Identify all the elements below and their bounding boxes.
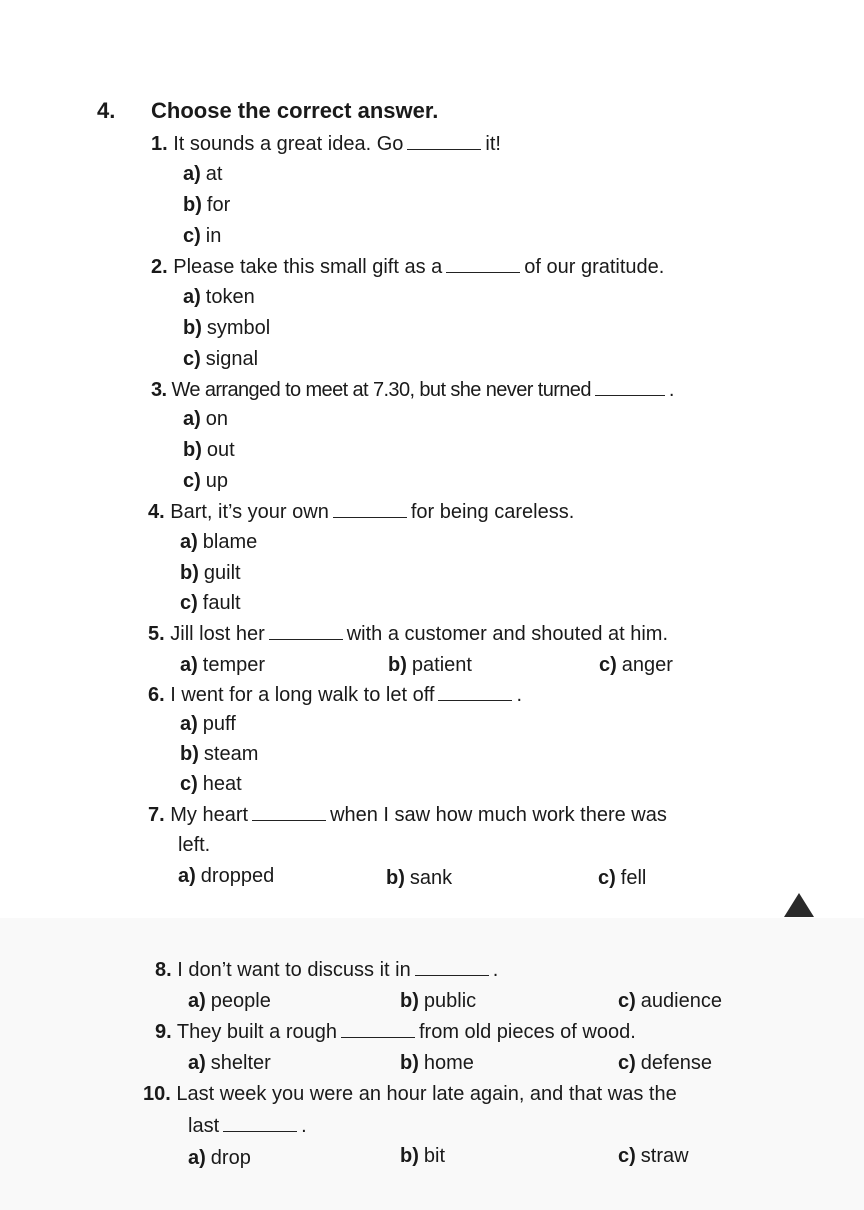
option-text: people: [210, 990, 271, 1012]
stem-before: I went for a long walk to let off: [170, 684, 435, 706]
option-text: heat: [202, 773, 242, 795]
stem-before: Bart, it’s your own: [170, 501, 329, 523]
question-10-stem-continuation: [188, 1114, 307, 1138]
question-9-stem: [155, 1020, 636, 1044]
question-number: 10.: [143, 1083, 171, 1105]
triangle-up-icon: [784, 893, 814, 917]
question-10-option-a[interactable]: [188, 1146, 251, 1170]
stem-after: of our gratitude.: [524, 256, 665, 278]
stem-before: It sounds a great idea. Go: [173, 133, 404, 155]
option-text: symbol: [206, 317, 271, 339]
question-4-option-c[interactable]: [180, 591, 241, 615]
question-number: 1.: [151, 133, 168, 155]
option-text: bit: [423, 1145, 446, 1167]
option-letter: c): [618, 1052, 636, 1074]
option-letter: b): [180, 743, 199, 765]
exercise-title: [97, 98, 438, 124]
question-number: 7.: [148, 804, 165, 826]
stem-after: .: [301, 1115, 307, 1137]
stem-continuation: last: [188, 1115, 220, 1137]
option-letter: a): [188, 1147, 206, 1169]
option-text: temper: [202, 654, 266, 676]
question-8-option-c[interactable]: [618, 989, 722, 1013]
stem-before: We arranged to meet at 7.30, but she never turned: [171, 379, 591, 401]
option-letter: a): [183, 286, 201, 308]
option-text: signal: [205, 348, 259, 370]
option-letter: c): [183, 225, 201, 247]
question-3-option-a[interactable]: [183, 407, 228, 431]
option-letter: b): [180, 562, 199, 584]
question-1-option-c[interactable]: [183, 224, 221, 248]
question-7-option-b[interactable]: [386, 866, 452, 890]
option-letter: c): [183, 348, 201, 370]
option-letter: b): [400, 1145, 419, 1167]
option-text: sank: [409, 867, 453, 889]
question-number: 8.: [155, 959, 172, 981]
option-text: steam: [203, 743, 259, 765]
question-8-option-b[interactable]: [400, 989, 476, 1013]
question-number: 2.: [151, 256, 168, 278]
answer-blank: [595, 379, 665, 396]
option-text: out: [206, 439, 235, 461]
stem-after: with a customer and shouted at him.: [346, 623, 669, 645]
option-text: dropped: [200, 865, 275, 887]
option-letter: a): [180, 531, 198, 553]
option-text: in: [205, 225, 222, 247]
answer-blank: [407, 133, 481, 150]
option-letter: a): [183, 163, 201, 185]
answer-blank: [438, 684, 512, 701]
question-7-option-a[interactable]: [178, 864, 274, 888]
option-text: fault: [202, 592, 241, 614]
option-letter: b): [183, 317, 202, 339]
option-text: shelter: [210, 1052, 271, 1074]
answer-blank: [446, 256, 520, 273]
question-8-stem: [155, 958, 498, 982]
question-8-option-a[interactable]: [188, 989, 271, 1013]
question-6-option-a[interactable]: [180, 712, 236, 736]
option-letter: a): [180, 654, 198, 676]
option-letter: c): [618, 990, 636, 1012]
answer-blank: [252, 804, 326, 821]
option-text: public: [423, 990, 477, 1012]
question-number: 5.: [148, 623, 165, 645]
stem-before: They built a rough: [176, 1021, 337, 1043]
answer-blank: [341, 1021, 415, 1038]
option-letter: c): [180, 592, 198, 614]
question-number: 9.: [155, 1021, 172, 1043]
option-text: defense: [640, 1052, 712, 1074]
exercise-number: 4.: [97, 98, 116, 123]
question-9-option-c[interactable]: [618, 1051, 712, 1075]
question-6-stem: [148, 683, 522, 707]
exercise-heading: Choose the correct answer.: [151, 98, 439, 123]
option-letter: b): [183, 439, 202, 461]
answer-blank: [333, 501, 407, 518]
question-10-option-c[interactable]: [618, 1144, 689, 1168]
option-letter: c): [599, 654, 617, 676]
option-text: on: [205, 408, 229, 430]
option-letter: c): [598, 867, 616, 889]
answer-blank: [415, 959, 489, 976]
question-7-stem-continuation: left.: [178, 834, 211, 856]
question-5-stem: [148, 622, 668, 646]
question-5-option-a[interactable]: [180, 653, 265, 677]
option-letter: b): [388, 654, 407, 676]
question-1-option-b[interactable]: [183, 193, 230, 217]
stem-before: Jill lost her: [170, 623, 265, 645]
option-text: at: [205, 163, 223, 185]
question-5-option-c[interactable]: [599, 653, 673, 677]
stem-after: .: [668, 379, 674, 401]
option-letter: a): [180, 713, 198, 735]
question-10-option-b[interactable]: [400, 1144, 445, 1168]
question-7-stem: [148, 803, 667, 827]
question-number: 3.: [151, 379, 167, 401]
question-1-option-a[interactable]: [183, 162, 222, 186]
stem-after: when I saw how much work there was: [330, 804, 667, 826]
option-text: home: [423, 1052, 474, 1074]
option-text: up: [205, 470, 229, 492]
option-letter: a): [188, 1052, 206, 1074]
question-10-stem: [143, 1082, 677, 1106]
option-letter: a): [183, 408, 201, 430]
option-letter: c): [183, 470, 201, 492]
option-letter: b): [400, 990, 419, 1012]
option-text: drop: [210, 1147, 251, 1169]
stem-after: .: [516, 684, 523, 706]
question-2-option-b[interactable]: [183, 316, 270, 340]
stem-after: .: [492, 959, 499, 981]
option-text: anger: [621, 654, 673, 676]
question-2-option-c[interactable]: [183, 347, 258, 371]
option-letter: b): [400, 1052, 419, 1074]
stem-after: for being careless.: [410, 501, 575, 523]
question-7-option-c[interactable]: [598, 866, 646, 890]
question-9-option-b[interactable]: [400, 1051, 474, 1075]
question-4-option-a[interactable]: [180, 530, 257, 554]
question-9-option-a[interactable]: [188, 1051, 271, 1075]
question-3-option-b[interactable]: [183, 438, 235, 462]
question-number: 4.: [148, 501, 165, 523]
option-text: audience: [640, 990, 722, 1012]
question-1-stem: [151, 132, 501, 156]
option-letter: c): [618, 1145, 636, 1167]
option-text: token: [205, 286, 255, 308]
answer-blank: [223, 1115, 297, 1132]
stem-before: I don’t want to discuss it in: [177, 959, 411, 981]
stem-after: it!: [485, 133, 501, 155]
option-letter: b): [386, 867, 405, 889]
question-6-option-c[interactable]: [180, 772, 242, 796]
option-letter: a): [178, 865, 196, 887]
question-2-option-a[interactable]: [183, 285, 255, 309]
option-letter: c): [180, 773, 198, 795]
option-letter: b): [183, 194, 202, 216]
stem-before: Last week you were an hour late again, and that was the: [176, 1083, 677, 1105]
option-text: fell: [620, 867, 647, 889]
option-letter: a): [188, 990, 206, 1012]
option-text: blame: [202, 531, 258, 553]
stem-before: My heart: [170, 804, 249, 826]
answer-blank: [269, 623, 343, 640]
question-5-option-b[interactable]: [388, 653, 472, 677]
question-4-option-b[interactable]: [180, 561, 241, 585]
question-3-stem: [151, 378, 674, 402]
stem-before: Please take this small gift as a: [173, 256, 443, 278]
question-6-option-b[interactable]: [180, 742, 258, 766]
question-2-stem: [151, 255, 664, 279]
option-text: guilt: [203, 562, 241, 584]
option-text: patient: [411, 654, 472, 676]
question-3-option-c[interactable]: [183, 469, 228, 493]
stem-after: from old pieces of wood.: [419, 1021, 636, 1043]
option-text: for: [206, 194, 231, 216]
option-text: straw: [640, 1145, 689, 1167]
option-text: puff: [202, 713, 236, 735]
question-4-stem: [148, 500, 574, 524]
question-number: 6.: [148, 684, 165, 706]
